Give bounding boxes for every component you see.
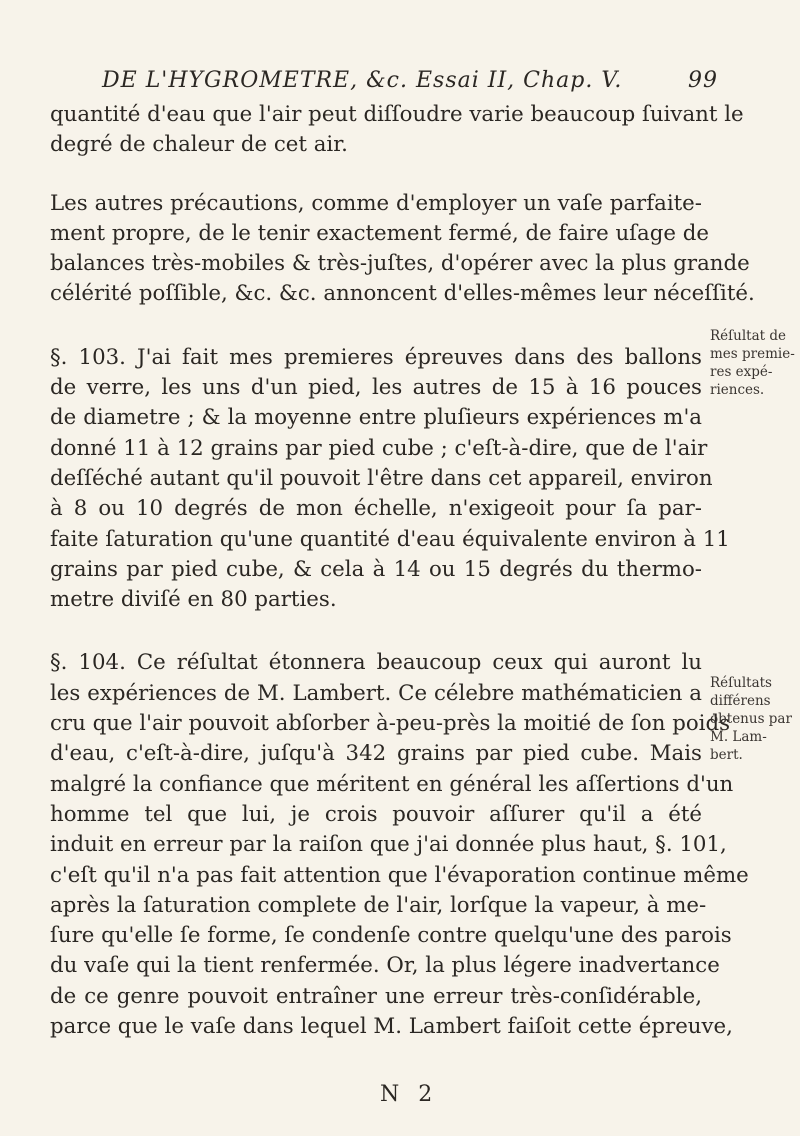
- text-line: deſſéché autant qu'il pouvoit l'être dans cet appareil, environ: [50, 465, 713, 491]
- paragraph-3: [50, 343, 730, 616]
- paragraph-2: [50, 189, 755, 310]
- text-line: de ce genre pouvoit entraîner une erreur très-conſidérable,: [50, 983, 702, 1009]
- text-line: §. 103. J'ai fait mes premieres épreuves dans des ballons: [50, 344, 702, 370]
- text-line: de verre, les uns d'un pied, les autres de 15 à 16 pouces: [50, 375, 702, 401]
- text-line: metre diviſé en 80 parties.: [50, 587, 337, 613]
- text-line: quantité d'eau que l'air peut diſſoudre varie beaucoup ſuivant le: [50, 102, 744, 127]
- text-line: grains par pied cube, & cela à 14 ou 15 degrés du thermo-: [50, 556, 702, 582]
- text-line: parce que le vaſe dans lequel M. Lambert faiſoit cette épreuve,: [50, 1014, 733, 1040]
- margin-note-line: bert.: [710, 747, 743, 763]
- text-line: induit en erreur par la raiſon que j'ai donnée plus haut, §. 101,: [50, 832, 727, 858]
- text-line: à 8 ou 10 degrés de mon échelle, n'exigeoit pour ſa par-: [50, 496, 702, 522]
- text-line: les expériences de M. Lambert. Ce célebre mathématicien a: [50, 680, 702, 706]
- text-line: c'eſt qu'il n'a pas fait attention que l'évaporation continue même: [50, 862, 749, 888]
- margin-note-line: res expé-: [710, 364, 773, 380]
- text-line: après la ſaturation complete de l'air, lorſque la vapeur, à me-: [50, 892, 707, 918]
- text-line: cru que l'air pouvoit abſorber à-peu-près la moitié de ſon poids: [50, 711, 731, 737]
- margin-note-line: obtenus par: [710, 711, 792, 727]
- signature-mark: N 2: [380, 1082, 439, 1107]
- margin-note-line: M. Lam-: [710, 729, 767, 745]
- text-line: célérité poſſible, &c. &c. annoncent d'elles-mêmes leur néceſſité.: [50, 281, 755, 307]
- text-line: balances très-mobiles & très-juſtes, d'opérer avec la plus grande: [50, 251, 750, 277]
- text-line: Les autres précautions, comme d'employer un vaſe parfaite-: [50, 190, 702, 216]
- text-line: ment propre, de le tenir exactement fermé, de faire uſage de: [50, 220, 709, 246]
- text-line: du vaſe qui la tient renfermée. Or, la plus légere inadvertance: [50, 953, 720, 979]
- margin-note-line: riences.: [710, 382, 765, 398]
- margin-note-line: Réſultat de: [710, 328, 786, 344]
- margin-note-line: différens: [710, 693, 771, 709]
- text-line: degré de chaleur de cet air.: [50, 132, 348, 158]
- page-number: 99: [688, 68, 718, 93]
- text-line: donné 11 à 12 grains par pied cube ; c'eſt-à-dire, que de l'air: [50, 435, 708, 461]
- margin-note-results-first: [710, 327, 798, 399]
- running-title: DE L'HYGROMETRE, &c. Essai II, Chap. V.: [102, 68, 623, 93]
- margin-note-line: Réſultats: [710, 675, 772, 691]
- text-line: malgré la confiance que méritent en général les aſſertions d'un: [50, 771, 734, 797]
- text-line: §. 104. Ce réſultat étonnera beaucoup ceux qui auront lu: [50, 650, 702, 676]
- paragraph-1: [50, 100, 744, 161]
- margin-note-line: mes premie-: [710, 346, 795, 362]
- text-line: de diametre ; & la moyenne entre pluſieurs expériences m'a: [50, 405, 702, 431]
- text-line: faite ſaturation qu'une quantité d'eau équivalente environ à 11: [50, 526, 730, 552]
- text-line: d'eau, c'eſt-à-dire, juſqu'à 342 grains par pied cube. Mais: [50, 741, 702, 767]
- margin-note-results-lambert: [710, 674, 798, 764]
- text-line: homme tel que lui, je crois pouvoir aſſurer qu'il a été: [50, 801, 702, 827]
- running-header: [88, 60, 718, 100]
- text-line: ſure qu'elle ſe forme, ſe condenſe contre quelqu'une des parois: [50, 923, 732, 949]
